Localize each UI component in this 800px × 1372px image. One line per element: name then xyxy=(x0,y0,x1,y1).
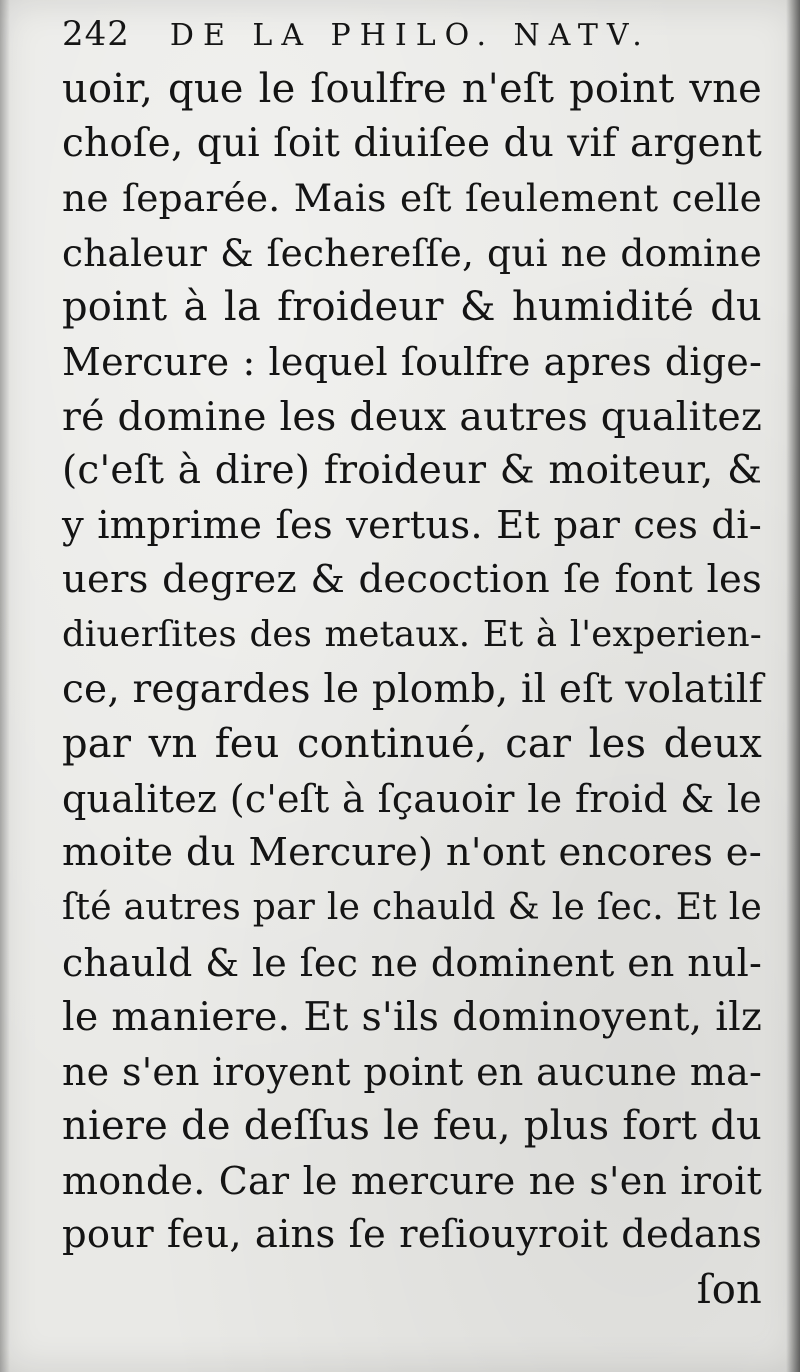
text-line: point à la froideur & humidité du xyxy=(62,284,762,331)
text-line: ſté autres par le chauld & le ſec. Et le xyxy=(62,886,762,928)
text-line: Mercure : lequel ſoulfre apres dige- xyxy=(62,339,762,384)
body-text xyxy=(62,62,762,1318)
text-line: ré domine les deux autres qualitez xyxy=(62,393,762,440)
catchword: ſon xyxy=(696,1267,762,1314)
text-line: ne ſeparée. Mais eſt ſeulement celle xyxy=(62,176,762,221)
page-number: 242 xyxy=(62,14,130,54)
text-line: niere de deſſus le feu, plus fort du xyxy=(62,1103,762,1150)
text-line: diuerſites des metaux. Et à l'experien- xyxy=(62,613,762,655)
text-line: choſe, qui ſoit diuiſee du vif argent xyxy=(62,120,762,166)
text-line: qualitez (c'eſt à ſçauoir le froid & le xyxy=(62,776,762,821)
text-line: uoir, que le ſoulfre n'eſt point vne xyxy=(62,66,762,112)
text-line: moite du Mercure) n'ont encores e- xyxy=(62,830,762,876)
text-line: ne s'en iroyent point en aucune ma- xyxy=(62,1049,762,1094)
text-line: par vn feu continué, car les deux xyxy=(62,721,762,768)
running-head: DE LA PHILO. NATV. xyxy=(169,18,651,53)
text-line: monde. Car le mercure ne s'en iroit xyxy=(62,1158,762,1203)
text-line: pour feu, ains ſe reſiouyroit dedans xyxy=(62,1212,762,1258)
page-header xyxy=(62,14,762,54)
text-line: le maniere. Et s'ils dominoyent, ilz xyxy=(62,994,762,1041)
text-line: chauld & le ſec ne dominent en nul- xyxy=(62,940,762,985)
text-line: (c'eſt à dire) froideur & moiteur, & xyxy=(62,448,762,494)
text-line: uers degrez & decoction ſe font les xyxy=(62,557,762,603)
text-line: chaleur & ſechereſſe, qui ne domine xyxy=(62,230,762,275)
text-line: y imprime ſes vertus. Et par ces di- xyxy=(62,502,762,548)
text-line: ce, regardes le plomb, il eſt volatilf xyxy=(62,666,764,712)
